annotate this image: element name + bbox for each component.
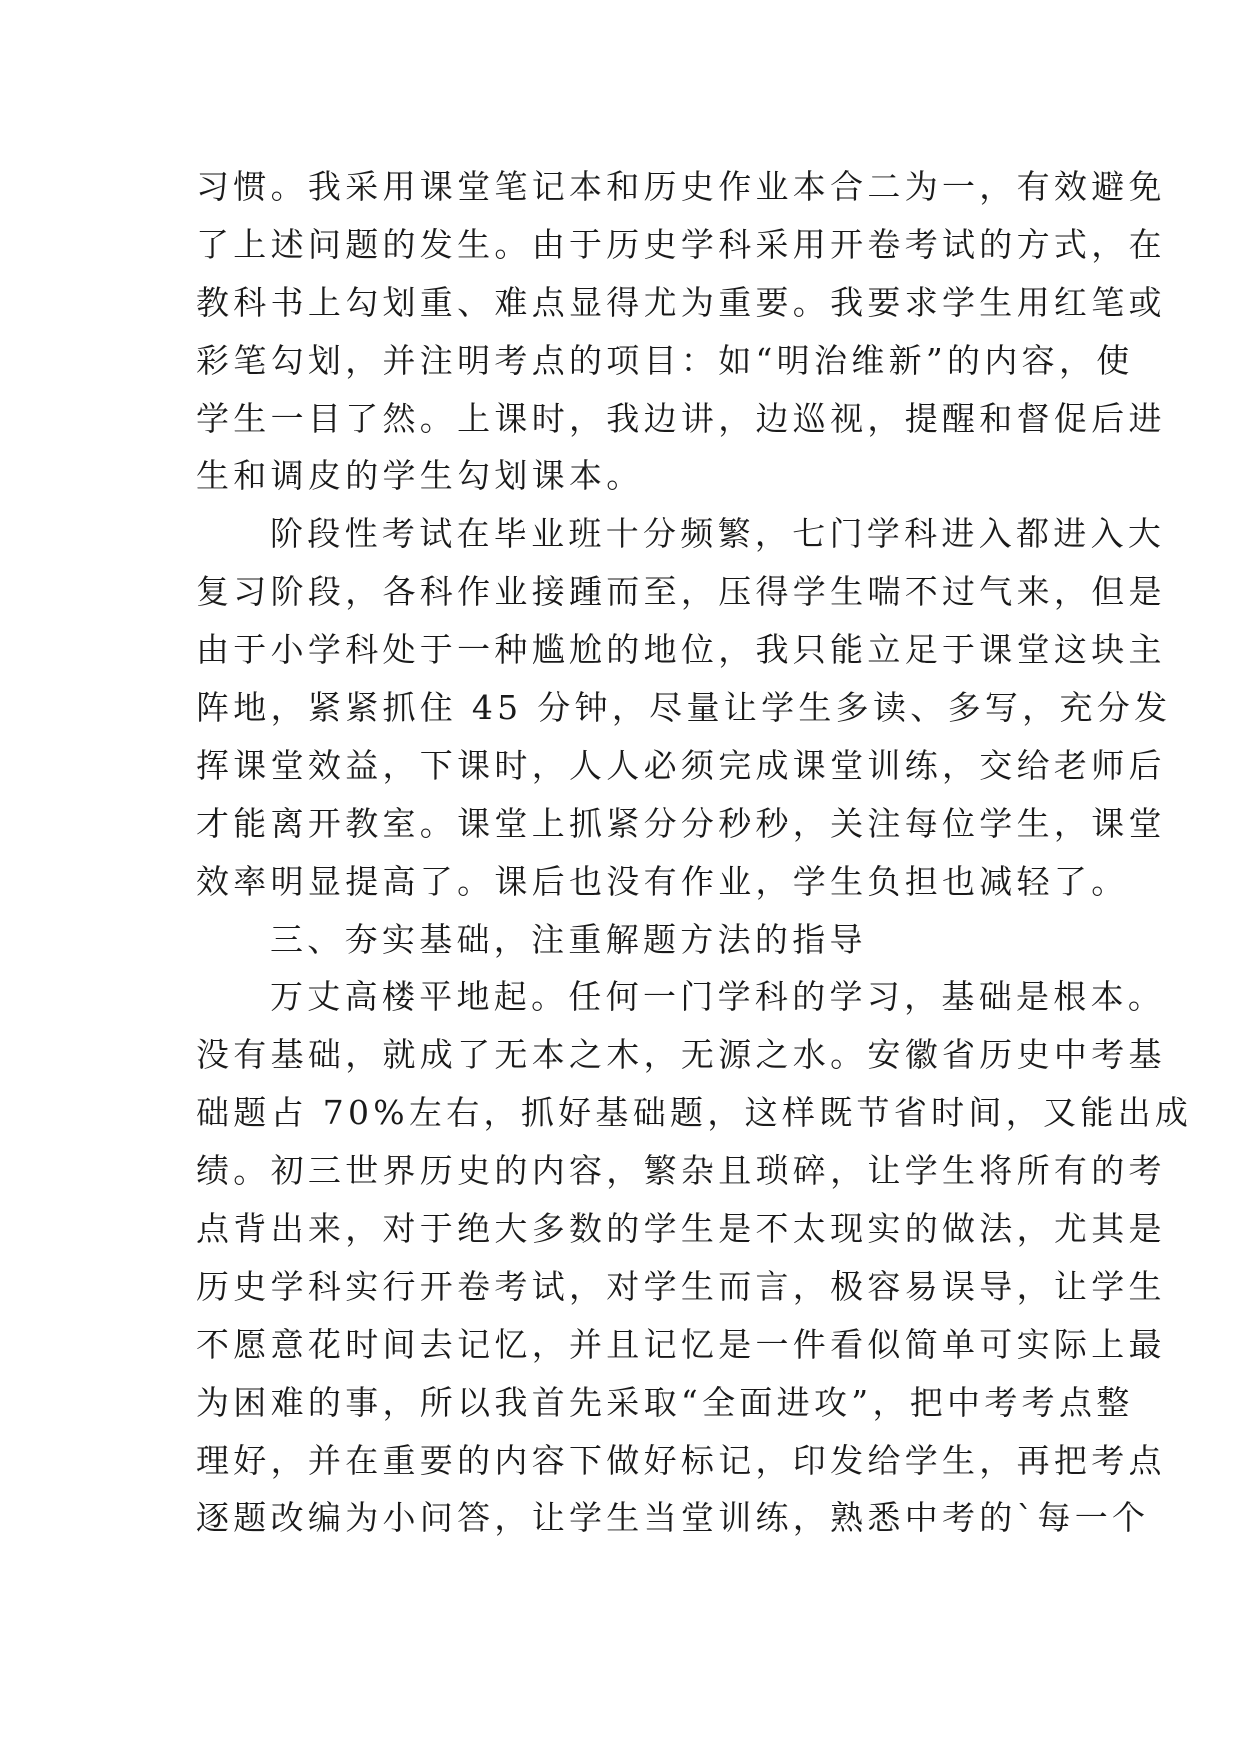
text-line: 理好，并在重要的内容下做好标记，印发给学生，再把考点	[196, 1440, 1166, 1480]
text-line: 万丈高楼平地起。任何一门学科的学习，基础是根本。	[270, 977, 1166, 1017]
text-line: 为困难的事，所以我首先采取“全面进攻”，把中考考点整	[196, 1382, 1134, 1422]
text-line: 彩笔勾划，并注明考点的项目：如“明治维新”的内容，使	[196, 340, 1134, 380]
text-line: 复习阶段，各科作业接踵而至，压得学生喘不过气来，但是	[196, 572, 1166, 612]
text-line: 阵地，紧紧抓住 45 分钟，尽量让学生多读、多写，充分发	[196, 688, 1172, 728]
text-line: 由于小学科处于一种尴尬的地位，我只能立足于课堂这块主	[196, 630, 1166, 670]
text-line: 阶段性考试在毕业班十分频繁，七门学科进入都进入大	[270, 514, 1166, 554]
text-line: 没有基础，就成了无本之木，无源之水。安徽省历史中考基	[196, 1035, 1166, 1075]
text-line: 挥课堂效益，下课时，人人必须完成课堂训练，交给老师后	[196, 745, 1166, 785]
text-line: 了上述问题的发生。由于历史学科采用开卷考试的方式，在	[196, 224, 1166, 264]
text-line: 不愿意花时间去记忆，并且记忆是一件看似简单可实际上最	[196, 1324, 1166, 1364]
text-line: 逐题改编为小问答，让学生当堂训练，熟悉中考的`每一个	[196, 1498, 1150, 1538]
text-line: 础题占 70%左右，抓好基础题，这样既节省时间，又能出成	[196, 1093, 1193, 1133]
text-line: 三、夯实基础，注重解题方法的指导	[270, 919, 867, 959]
text-line: 效率明显提高了。课后也没有作业，学生负担也减轻了。	[196, 861, 1129, 901]
text-line: 生和调皮的学生勾划课本。	[196, 456, 644, 496]
text-line: 点背出来，对于绝大多数的学生是不太现实的做法，尤其是	[196, 1209, 1166, 1249]
text-line: 教科书上勾划重、难点显得尤为重要。我要求学生用红笔或	[196, 282, 1166, 322]
body-text	[196, 158, 1193, 1547]
text-line: 绩。初三世界历史的内容，繁杂且琐碎，让学生将所有的考	[196, 1151, 1166, 1191]
text-line: 习惯。我采用课堂笔记本和历史作业本合二为一，有效避免	[196, 167, 1166, 206]
text-line: 才能离开教室。课堂上抓紧分分秒秒，关注每位学生，课堂	[196, 803, 1166, 843]
text-line: 学生一目了然。上课时，我边讲，边巡视，提醒和督促后进	[196, 398, 1166, 438]
text-line: 历史学科实行开卷考试，对学生而言，极容易误导，让学生	[196, 1266, 1166, 1306]
